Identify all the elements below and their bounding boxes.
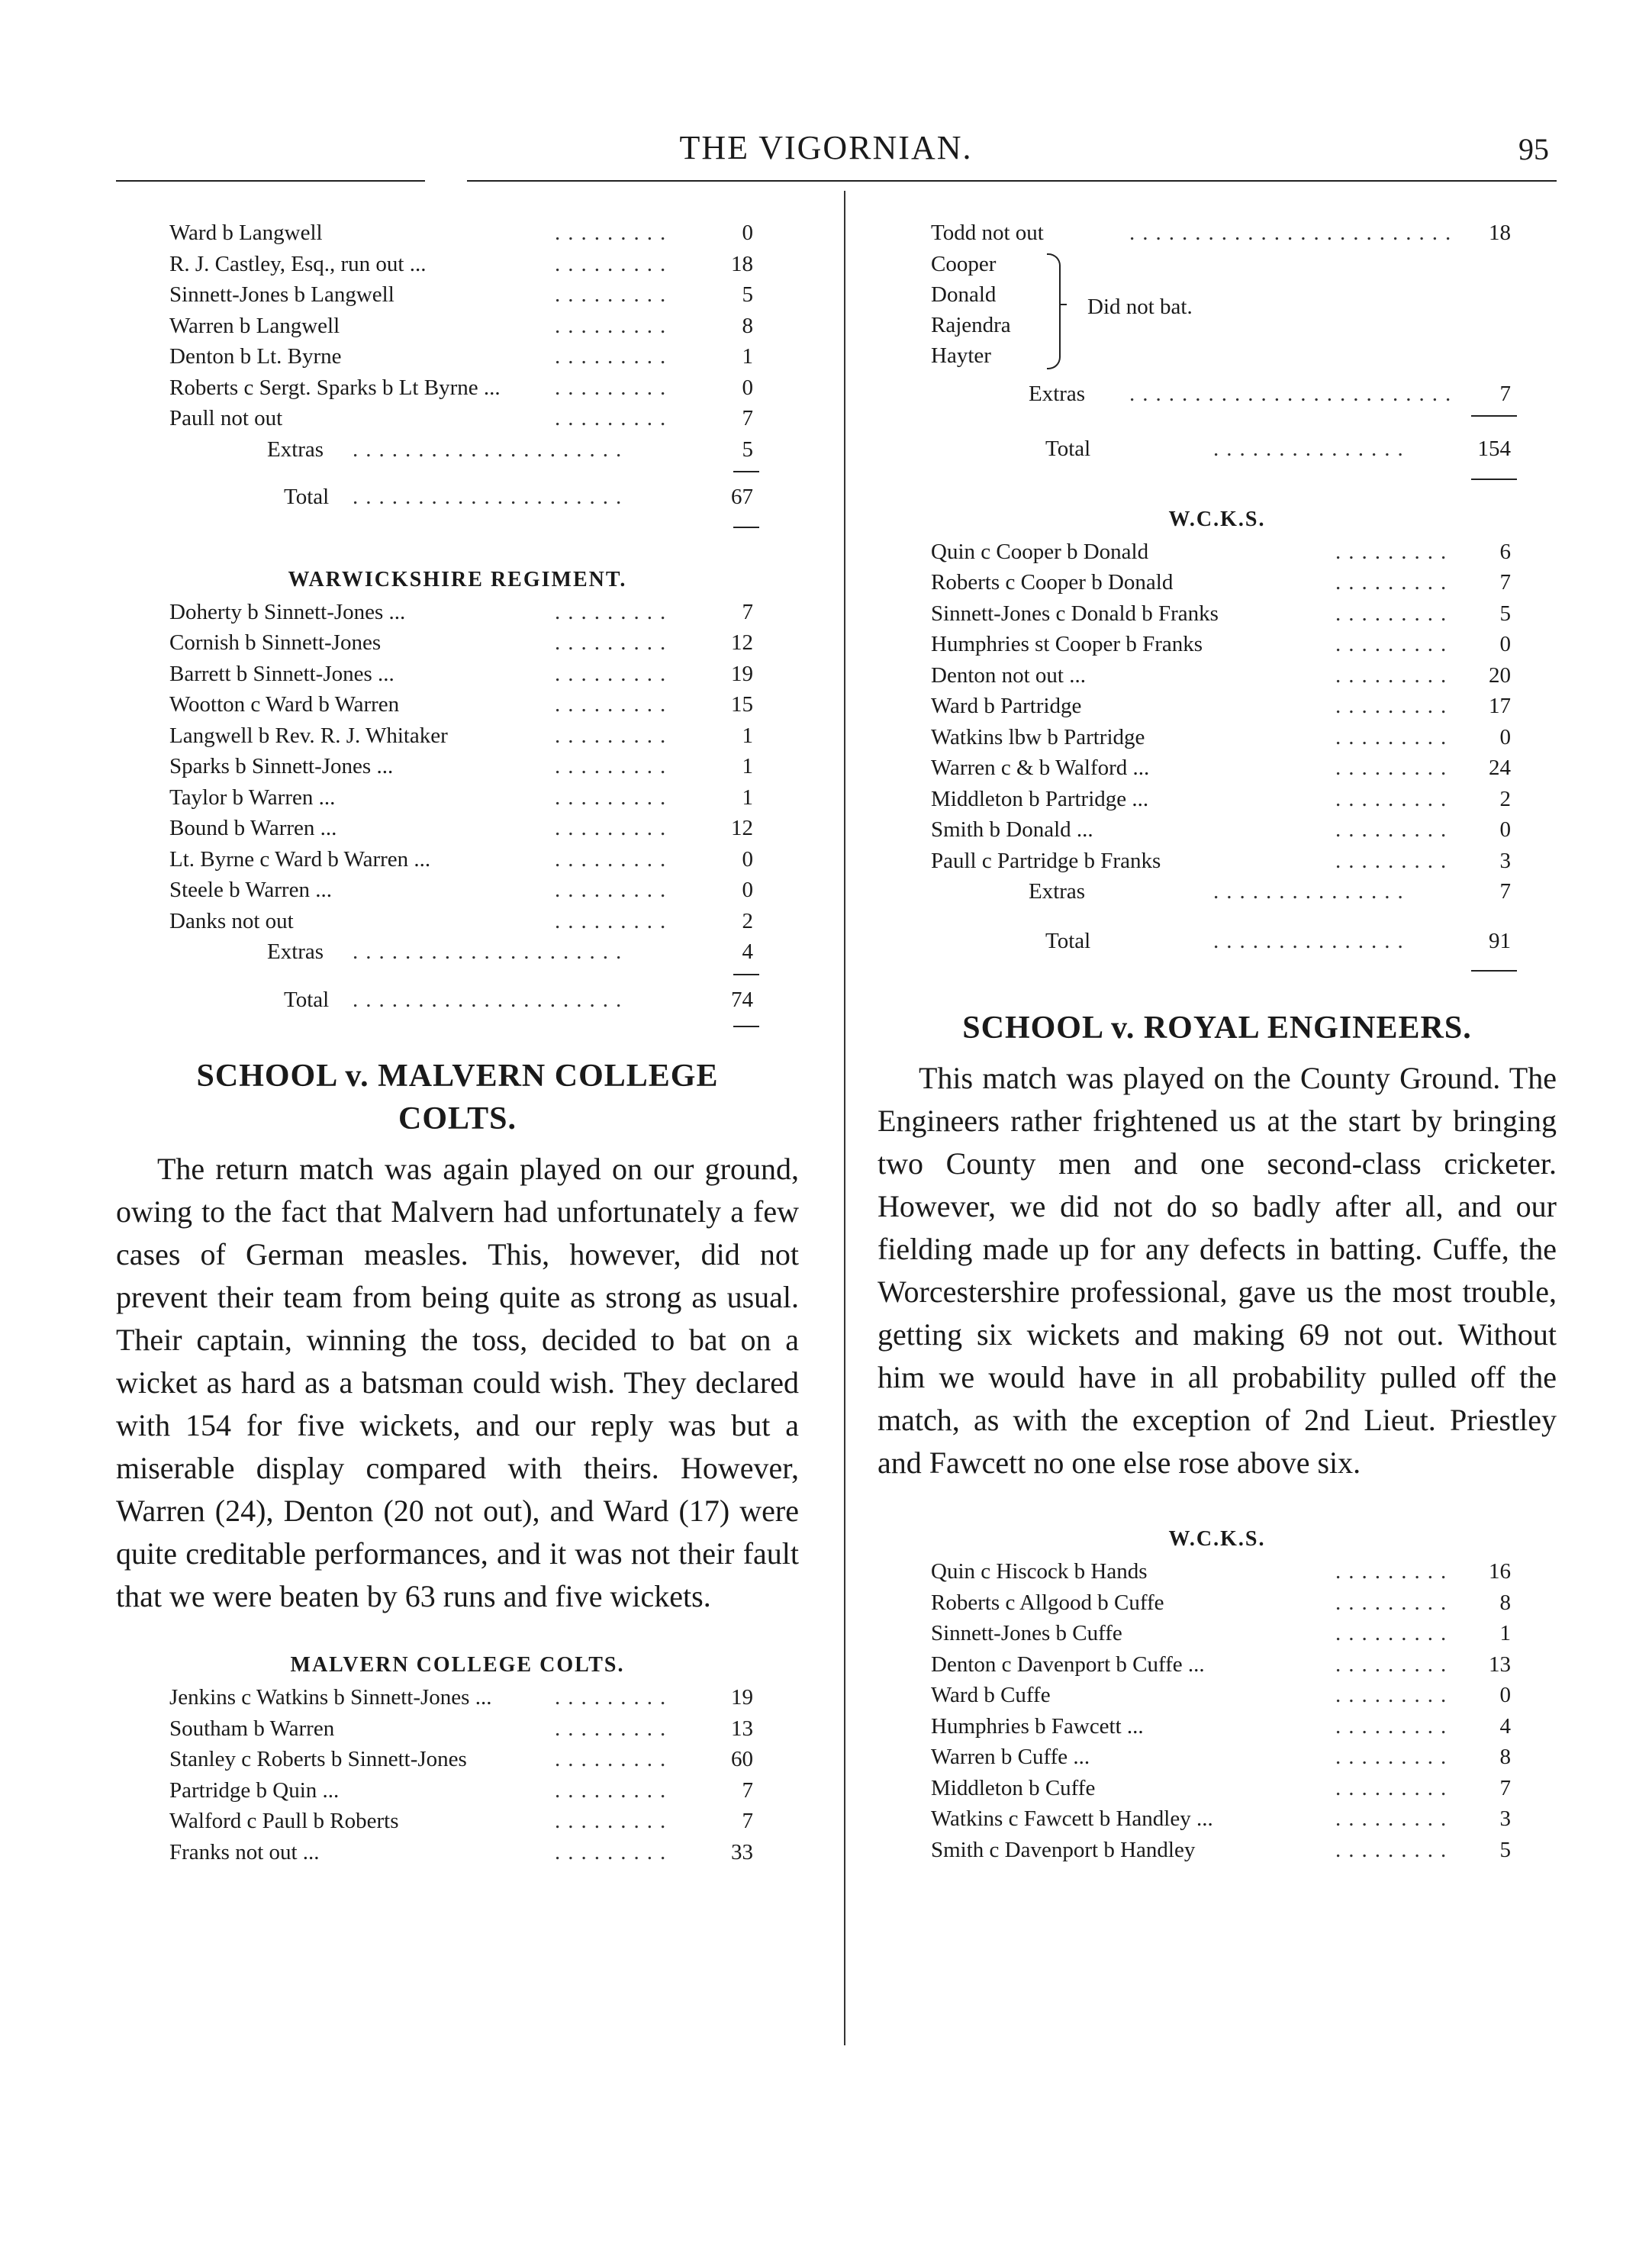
batsman-entry: Middleton b Cuffe: [931, 1775, 1096, 1800]
leader-dots: .........: [1335, 1652, 1454, 1677]
scorecard-warwickshire-regiment: [116, 563, 799, 1033]
scorecard-title: MALVERN COLLEGE COLTS.: [290, 1653, 625, 1677]
leader-dots: .........: [555, 221, 674, 245]
page-number: 95: [1518, 132, 1549, 166]
batsman-entry: Wootton c Ward b Warren: [169, 692, 400, 717]
batting-row: [878, 1618, 1557, 1649]
leader-dots: .........: [1335, 1806, 1454, 1831]
did-not-bat-name: Cooper: [931, 251, 997, 276]
leader-dots: .........: [555, 816, 674, 840]
scorecard-title: W.C.K.S.: [1168, 507, 1266, 531]
batting-row: [878, 1680, 1557, 1711]
batsman-entry: Sinnett-Jones b Cuffe: [931, 1621, 1122, 1645]
extras-row: [878, 876, 1557, 907]
batting-row: [878, 218, 1557, 249]
batsman-entry: Sinnett-Jones c Donald b Franks: [931, 601, 1219, 626]
batsman-entry: Roberts c Sergt. Sparks b Lt Byrne ...: [169, 375, 501, 400]
leader-dots: .........: [1335, 1745, 1454, 1769]
batsman-entry: Sparks b Sinnett-Jones ...: [169, 754, 394, 778]
leader-dots: .........: [555, 1809, 674, 1833]
batsman-entry: Watkins c Fawcett b Handley ...: [931, 1806, 1213, 1831]
batting-row: [116, 689, 799, 720]
sum-rule: [1471, 970, 1517, 972]
batting-row: [116, 720, 799, 752]
batting-row: [878, 1556, 1557, 1587]
batting-row: [116, 1806, 799, 1837]
extras-label: Extras: [1029, 879, 1086, 904]
runs-value: 0: [1499, 817, 1511, 842]
sum-rule: [733, 527, 759, 528]
total-row: [116, 482, 799, 513]
batting-row: [878, 567, 1557, 598]
leader-dots: .........: [555, 723, 674, 748]
batting-row: [116, 1837, 799, 1868]
sum-rule: [1471, 415, 1517, 417]
total-value: 154: [1477, 437, 1511, 461]
runs-value: 33: [731, 1839, 753, 1864]
leader-dots: .........: [1335, 662, 1454, 688]
runs-value: 0: [742, 221, 753, 245]
batting-row: [878, 598, 1557, 630]
batting-row: [878, 1649, 1557, 1681]
runs-value: 60: [731, 1747, 753, 1771]
batsman-entry: Jenkins c Watkins b Sinnett-Jones ...: [169, 1685, 492, 1710]
scorecard-title: WARWICKSHIRE REGIMENT.: [288, 567, 627, 591]
leader-dots: .........: [555, 1685, 674, 1710]
leader-dots: .........: [1335, 724, 1454, 749]
runs-value: 0: [742, 878, 753, 902]
section-royal-engineers: [878, 1007, 1557, 1484]
batsman-entry: Paull c Partridge b Franks: [931, 848, 1161, 873]
leader-dots: .........: [1335, 817, 1454, 842]
leader-dots: .........: [555, 251, 674, 276]
batting-row: [116, 751, 799, 782]
leader-dots: .........: [555, 908, 674, 933]
batsman-entry: Denton c Davenport b Cuffe ...: [931, 1652, 1205, 1677]
batting-row: [878, 660, 1557, 691]
batting-row: [116, 1744, 799, 1775]
batsman-entry: Roberts c Cooper b Donald: [931, 570, 1174, 595]
extras-value: 4: [742, 939, 753, 964]
batsman-entry: Watkins lbw b Partridge: [931, 724, 1145, 749]
batsman-entry: Warren c & b Walford ...: [931, 756, 1150, 780]
batsman-entry: Ward b Cuffe: [931, 1683, 1051, 1707]
section-heading: [116, 1055, 799, 1140]
batsman-entry: Walford c Paull b Roberts: [169, 1809, 399, 1833]
leader-dots: .........: [555, 282, 674, 307]
runs-value: 0: [1499, 1683, 1511, 1707]
scorecard-rows: [116, 597, 799, 937]
runs-value: 6: [1499, 539, 1511, 564]
batting-row: [878, 846, 1557, 877]
batsman-entry: Humphries b Fawcett ...: [931, 1713, 1144, 1739]
extras-row: [116, 936, 799, 968]
batsman-entry: Warren b Cuffe ...: [931, 1745, 1090, 1769]
did-not-bat-label: Did not bat.: [1087, 294, 1193, 319]
did-not-bat-name: Rajendra: [931, 312, 1011, 337]
extras-value: 7: [1499, 879, 1511, 904]
runs-value: 8: [1499, 1590, 1511, 1615]
batting-row: [878, 1587, 1557, 1619]
leader-dots: .........: [555, 785, 674, 810]
scorecard-rows: [878, 537, 1557, 877]
batting-row: [878, 537, 1557, 568]
header-rule-left: [116, 180, 425, 182]
runs-value: 15: [731, 692, 753, 717]
scorecard-wcks-first: [878, 503, 1557, 977]
total-value: 91: [1489, 928, 1511, 953]
batsman-entry: Paull not out: [169, 406, 283, 430]
extras-label: Extras: [1029, 381, 1086, 406]
batsman-entry: Middleton b Partridge ...: [931, 786, 1149, 811]
batsman-entry: Franks not out ...: [169, 1839, 320, 1864]
leader-dots: .........: [555, 344, 674, 369]
batting-row: [116, 279, 799, 311]
extras-value: 7: [1499, 381, 1511, 406]
leader-dots: .........: [1335, 694, 1454, 718]
report-paragraph: The return match was again played on our ground, owing to the fact that Malvern had unfortunately a few cases of German measles. This, however, did not prevent their team from being quite as strong as usual. Their captain, winning the toss, decided to bat on a wicket as hard as a batsman could wish. They declared with 154 for five wickets, and our reply was but a miserable display compared with theirs. However, Warren (24), Denton (20 not out), and Ward (17) were quite creditable performances, and it was not their fault that we were beaten by 63 runs and five wickets.: [116, 1152, 799, 1613]
batsman-entry: Quin c Cooper b Donald: [931, 539, 1149, 564]
runs-value: 18: [1489, 221, 1511, 245]
runs-value: 1: [1499, 1621, 1511, 1645]
leader-dots: .........: [555, 1777, 674, 1803]
runs-value: 13: [731, 1716, 753, 1741]
batting-row: [878, 1803, 1557, 1835]
extras-row: [878, 379, 1557, 410]
runs-value: 2: [742, 908, 753, 933]
leader-dots: .........................: [1129, 381, 1459, 406]
total-value: 67: [731, 485, 753, 509]
leader-dots: .........: [555, 754, 674, 778]
right-column: [878, 218, 1557, 1865]
leader-dots: .........: [555, 661, 674, 686]
batting-row: [878, 753, 1557, 784]
leader-dots: ...............: [1213, 928, 1411, 953]
scorecard-rows: [878, 1556, 1557, 1865]
section-heading: SCHOOL v. ROYAL ENGINEERS.: [962, 1010, 1472, 1046]
batting-row: [878, 722, 1557, 753]
batsman-entry: Roberts c Allgood b Cuffe: [931, 1590, 1164, 1615]
total-row: [878, 433, 1557, 465]
scorecard-wcks-second: [878, 1523, 1557, 1865]
runs-value: 12: [731, 816, 753, 840]
leader-dots: .....................: [353, 987, 630, 1012]
runs-value: 24: [1489, 756, 1511, 780]
leader-dots: .........: [1335, 539, 1454, 564]
runs-value: 1: [742, 344, 753, 369]
runs-value: 7: [1499, 1775, 1511, 1800]
leader-dots: .........: [555, 1839, 674, 1864]
section-malvern-colts: [116, 1055, 799, 1618]
scorecard-rows: [116, 1682, 799, 1868]
total-label: Total: [284, 987, 330, 1012]
batsman-entry: Bound b Warren ...: [169, 816, 337, 840]
running-head-title: THE VIGORNIAN.: [679, 129, 973, 166]
section-heading-line-2: COLTS.: [398, 1101, 517, 1136]
runs-value: 1: [742, 723, 753, 748]
scorecard-malvern-innings-continued: [878, 218, 1557, 485]
batsman-entry: Ward b Langwell: [169, 221, 323, 245]
batting-row: [116, 1713, 799, 1745]
batsman-entry: Southam b Warren: [169, 1716, 335, 1741]
batting-row: [116, 341, 799, 372]
batsman-entry: Barrett b Sinnett-Jones ...: [169, 661, 394, 686]
leader-dots: .........: [1335, 601, 1454, 626]
batsman-entry: Denton not out ...: [931, 662, 1086, 688]
batsman-entry: Cornish b Sinnett-Jones: [169, 630, 382, 655]
batsman-entry: Humphries st Cooper b Franks: [931, 632, 1203, 656]
leader-dots: .........: [1335, 848, 1454, 873]
batting-row: [878, 1742, 1557, 1773]
leader-dots: .........: [555, 878, 674, 902]
extras-row: [116, 434, 799, 466]
batsman-entry: Danks not out: [169, 908, 294, 933]
leader-dots: .........: [555, 846, 674, 872]
leader-dots: .........................: [1129, 221, 1459, 245]
batsman-entry: Todd not out: [931, 221, 1044, 245]
batting-row: [878, 1711, 1557, 1742]
leader-dots: .........: [1335, 1837, 1454, 1862]
batting-row: [116, 1682, 799, 1713]
runs-value: 1: [742, 754, 753, 778]
batting-row: [878, 1835, 1557, 1866]
total-label: Total: [1045, 437, 1091, 461]
batsman-entry: Lt. Byrne c Ward b Warren ...: [169, 846, 431, 872]
batting-row: [116, 906, 799, 937]
runs-value: 5: [1499, 601, 1511, 626]
leader-dots: .........: [1335, 1713, 1454, 1739]
leader-dots: .........: [1335, 1621, 1454, 1645]
total-label: Total: [1045, 928, 1091, 953]
batting-row: [116, 659, 799, 690]
runs-value: 0: [1499, 724, 1511, 749]
batting-row: [116, 875, 799, 906]
header-rule-right: [467, 180, 1557, 182]
leader-dots: .........: [555, 406, 674, 430]
scorecard-rows: [116, 218, 799, 434]
batsman-entry: Smith c Davenport b Handley: [931, 1837, 1196, 1862]
batsman-entry: Steele b Warren ...: [169, 878, 332, 902]
runs-value: 7: [742, 406, 753, 430]
brace-tip: [1059, 304, 1067, 305]
total-row: [878, 926, 1557, 957]
section-heading-line-1: SCHOOL v. MALVERN COLLEGE: [196, 1059, 719, 1094]
batting-row: [116, 1775, 799, 1806]
batting-row: [878, 691, 1557, 722]
runs-value: 7: [742, 599, 753, 624]
runs-value: 3: [1499, 848, 1511, 873]
sum-rule: [733, 974, 759, 975]
runs-value: 0: [742, 375, 753, 400]
brace-bracket: [1047, 253, 1061, 369]
batsman-entry: Partridge b Quin ...: [169, 1777, 340, 1803]
batsman-entry: Ward b Partridge: [931, 694, 1082, 718]
batting-row: [878, 1773, 1557, 1804]
batting-row: [116, 372, 799, 404]
runs-value: 0: [742, 846, 753, 872]
column-divider: [844, 191, 845, 2045]
batting-row: [878, 814, 1557, 846]
runs-value: 12: [731, 630, 753, 655]
sum-rule: [733, 471, 759, 472]
leader-dots: .....................: [353, 939, 630, 964]
scorecard-malvern-college-colts: [116, 1648, 799, 1868]
scorecard-school-v-warwickshire-innings: [116, 218, 799, 533]
runs-value: 19: [731, 661, 753, 686]
batting-row: [878, 629, 1557, 660]
sum-rule: [733, 1026, 759, 1027]
runs-value: 18: [731, 251, 753, 276]
leader-dots: .........: [1335, 570, 1454, 595]
runs-value: 1: [742, 785, 753, 810]
total-row: [116, 985, 799, 1016]
leader-dots: .........: [555, 1716, 674, 1741]
batsman-entry: Sinnett-Jones b Langwell: [169, 282, 394, 307]
batting-row: [116, 844, 799, 875]
extras-label: Extras: [267, 939, 324, 964]
batsman-entry: R. J. Castley, Esq., run out ...: [169, 251, 427, 276]
runs-value: 4: [1499, 1713, 1511, 1739]
leader-dots: .........: [555, 1747, 674, 1771]
runs-value: 0: [1499, 632, 1511, 656]
batting-row: [878, 784, 1557, 815]
batting-row: [116, 627, 799, 659]
leader-dots: .........: [1335, 1775, 1454, 1800]
left-column: [116, 218, 799, 1868]
runs-value: 5: [742, 282, 753, 307]
runs-value: 2: [1499, 786, 1511, 811]
did-not-bat-group: [878, 249, 1557, 371]
did-not-bat-name: Donald: [931, 282, 997, 307]
leader-dots: .........: [555, 313, 674, 338]
leader-dots: .........: [1335, 1590, 1454, 1615]
runs-value: 3: [1499, 1806, 1511, 1831]
batsman-entry: Langwell b Rev. R. J. Whitaker: [169, 723, 448, 748]
runs-value: 13: [1489, 1652, 1511, 1677]
runs-value: 7: [742, 1809, 753, 1833]
report-paragraph: This match was played on the County Ground. The Engineers rather frightened us at the start by bringing two County men and one second-class cricketer. However, we did not do so badly after all, and our fielding made up for any defects in batting. Cuffe, the Worcestershire professional, gave us the most trouble, getting six wickets and making 69 not out. Without him we would have in all probability pulled off the match, as with the exception of 2nd Lieut. Priestley and Fawcett no one else rose above six.: [878, 1061, 1557, 1480]
batsman-entry: Taylor b Warren ...: [169, 785, 336, 810]
extras-label: Extras: [267, 437, 324, 462]
batting-row: [116, 782, 799, 814]
batting-row: [116, 218, 799, 249]
runs-value: 8: [1499, 1745, 1511, 1769]
batsman-entry: Quin c Hiscock b Hands: [931, 1559, 1148, 1584]
runs-value: 8: [742, 313, 753, 338]
extras-value: 5: [742, 437, 753, 462]
runs-value: 20: [1489, 662, 1511, 688]
runs-value: 16: [1489, 1559, 1511, 1584]
batsman-entry: Doherty b Sinnett-Jones ...: [169, 599, 406, 624]
leader-dots: ...............: [1213, 437, 1411, 461]
leader-dots: .........: [1335, 632, 1454, 656]
batting-row: [116, 311, 799, 342]
runs-value: 19: [731, 1685, 753, 1710]
batting-row: [116, 403, 799, 434]
batsman-entry: Stanley c Roberts b Sinnett-Jones: [169, 1747, 467, 1771]
batting-row: [116, 597, 799, 628]
runs-value: 7: [742, 1777, 753, 1803]
leader-dots: ...............: [1213, 879, 1411, 904]
runs-value: 5: [1499, 1837, 1511, 1862]
did-not-bat-name: Hayter: [931, 343, 991, 368]
total-label: Total: [284, 485, 330, 509]
leader-dots: .........: [1335, 786, 1454, 811]
batting-row: [116, 249, 799, 280]
leader-dots: .........: [1335, 756, 1454, 780]
leader-dots: .........: [1335, 1683, 1454, 1707]
batting-row: [116, 813, 799, 844]
leader-dots: .........: [1335, 1559, 1454, 1584]
batsman-entry: Denton b Lt. Byrne: [169, 344, 342, 369]
sum-rule: [1471, 479, 1517, 480]
scorecard-title: W.C.K.S.: [1168, 1527, 1266, 1551]
leader-dots: .........: [555, 692, 674, 717]
batsman-entry: Warren b Langwell: [169, 313, 340, 338]
runs-value: 17: [1489, 694, 1511, 718]
leader-dots: .........: [555, 599, 674, 624]
runs-value: 7: [1499, 570, 1511, 595]
leader-dots: .....................: [353, 437, 630, 462]
total-value: 74: [731, 987, 753, 1012]
leader-dots: .........: [555, 630, 674, 655]
leader-dots: .........: [555, 375, 674, 400]
batsman-entry: Smith b Donald ...: [931, 817, 1093, 842]
leader-dots: .....................: [353, 485, 630, 509]
